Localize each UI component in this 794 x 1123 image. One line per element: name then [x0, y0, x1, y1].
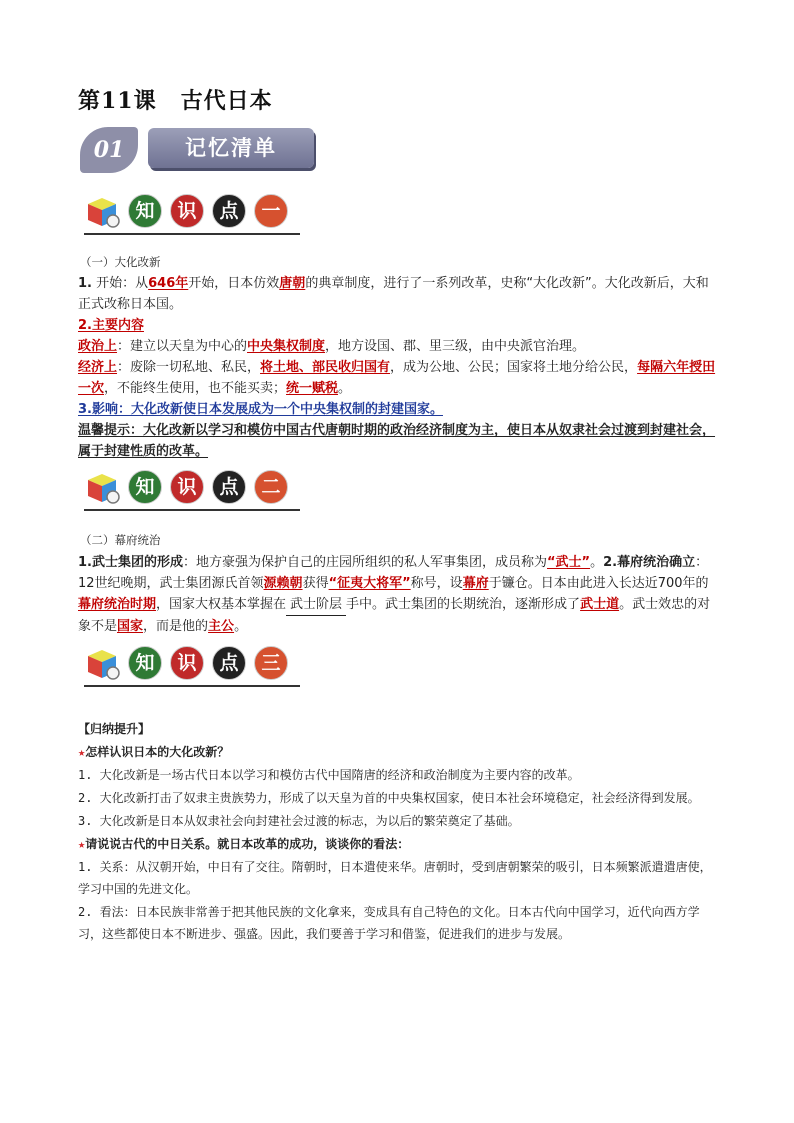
- summary-section: [78, 718, 722, 946]
- section1-body: [78, 273, 718, 462]
- question-1: ★怎样认识日本的大化改新？: [78, 745, 230, 759]
- list-item: 1. 关系：从汉朝开始，中日有了交往。隋朝时，日本遣使来华。唐朝时，受到唐朝繁荣的吸引，日本频繁派遣遣唐使，学习中国的先进文化。: [78, 860, 712, 896]
- politics-line: 政治上：建立以天皇为中心的中央集权制度，地方设国、郡、里三级，由中央派官治理。: [78, 339, 586, 354]
- answer-blank: 武士道: [580, 597, 620, 612]
- paragraph-start: 1. 开始：从646年开始，日本仿效唐朝的典章制度，进行了一系列改革，史称“大化改新”。大化改新后，大和正式改称日本国。: [78, 276, 709, 312]
- memory-list-banner: 记忆清单: [148, 128, 314, 168]
- knowledge-point-header-2: [84, 466, 304, 510]
- list-item: 2. 看法：日本民族非常善于把其他民族的文化拿来，变成具有自己特色的文化。日本古代向中国学习，近代向西方学习，这些都使日本不断进步、强盛。因此，我们要善于学习和借鉴，促进我们的进步与发展。: [78, 905, 700, 941]
- shogunate-paragraph: 1.武士集团的形成：地方豪强为保护自己的庄园所组织的私人军事集团，成员称为“武士”。2.幕府统治确立：12世纪晚期，武士集团源氏首领源赖朝获得“征夷大将军”称号，设幕府于镰仓。日本由此进入长达近700年的幕府统治时期，国家大权基本掌握在 武士阶层 手中。武士集团的长期统治，逐渐形成了武士道。武士效忠的对象不是国家，而是他的主公。: [78, 555, 711, 634]
- answer-blank: 唐朝: [279, 276, 306, 291]
- shi-circle: 识: [170, 646, 204, 680]
- answer-blank: 武士阶层: [286, 594, 346, 616]
- zhi-circle: 知: [128, 470, 162, 504]
- cube-icon: [84, 194, 122, 230]
- knowledge-point-header-3: [84, 642, 304, 686]
- zhi-circle: 知: [128, 646, 162, 680]
- divider: [84, 509, 300, 511]
- star-icon: ★: [78, 837, 86, 851]
- shi-circle: 识: [170, 194, 204, 228]
- number-circle: 二: [254, 470, 288, 504]
- star-icon: ★: [78, 745, 86, 759]
- zhi-circle: 知: [128, 194, 162, 228]
- cube-icon: [84, 470, 122, 506]
- dian-circle: 点: [212, 470, 246, 504]
- answer-blank: 将土地、部民收归国有: [260, 360, 391, 375]
- answer-blank: 幕府统治时期: [78, 597, 157, 612]
- section2-body: [78, 552, 718, 637]
- answer-blank: 统一赋税: [286, 381, 339, 396]
- knowledge-point-header-1: [84, 190, 304, 234]
- list-item: 2. 大化改新打击了奴隶主贵族势力，形成了以天皇为首的中央集权国家，使日本社会环境稳定，社会经济得到发展。: [78, 791, 700, 805]
- lesson-number: 第11课: [78, 88, 157, 114]
- answer-blank: 源赖朝: [263, 576, 303, 591]
- cube-icon: [84, 646, 122, 682]
- list-item: 1. 大化改新是一场古代日本以学习和模仿古代中国隋唐的经济和政治制度为主要内容的改革。: [78, 768, 580, 782]
- tip-line: 温馨提示：大化改新以学习和模仿中国古代唐朝时期的政治经济制度为主，使日本从奴隶社会过渡到封建社会，属于封建性质的改革。: [78, 423, 716, 459]
- main-content-label: 2.主要内容: [78, 318, 144, 333]
- summary-heading: 【归纳提升】: [78, 722, 151, 736]
- influence-line: 3.影响：大化改新使日本发展成为一个中央集权制的封建国家。: [78, 402, 443, 417]
- divider: [84, 685, 300, 687]
- number-circle: 三: [254, 646, 288, 680]
- dian-circle: 点: [212, 194, 246, 228]
- shi-circle: 识: [170, 470, 204, 504]
- section-heading: （一）大化改新: [80, 255, 161, 269]
- question-2: ★请说说古代的中日关系。就日本改革的成功，谈谈你的看法：: [78, 837, 410, 851]
- divider: [84, 233, 300, 235]
- answer-blank: “武士”: [547, 555, 591, 570]
- answer-blank: 幕府: [462, 576, 489, 591]
- answer-blank: 中央集权制度: [247, 339, 326, 354]
- page-title: [78, 84, 273, 115]
- section-heading: （二）幕府统治: [80, 533, 161, 547]
- lesson-name: 古代日本: [180, 88, 273, 114]
- list-item: 3. 大化改新是日本从奴隶社会向封建社会过渡的标志，为以后的繁荣奠定了基础。: [78, 814, 520, 828]
- number-circle: 一: [254, 194, 288, 228]
- answer-blank: “征夷大将军”: [328, 576, 411, 591]
- section-number-badge: 01: [80, 127, 138, 173]
- economy-line: 经济上：废除一切私地、私民，将土地、部民收归国有，成为公地、公民；国家将土地分给公民，每隔六年授田一次，不能终生使用，也不能买卖；统一赋税。: [78, 360, 716, 396]
- answer-blank: 646年: [148, 276, 189, 291]
- answer-blank: 国家: [117, 619, 144, 634]
- dian-circle: 点: [212, 646, 246, 680]
- answer-blank: 每隔六年授田一次: [78, 360, 716, 396]
- answer-blank: 主公: [208, 619, 235, 634]
